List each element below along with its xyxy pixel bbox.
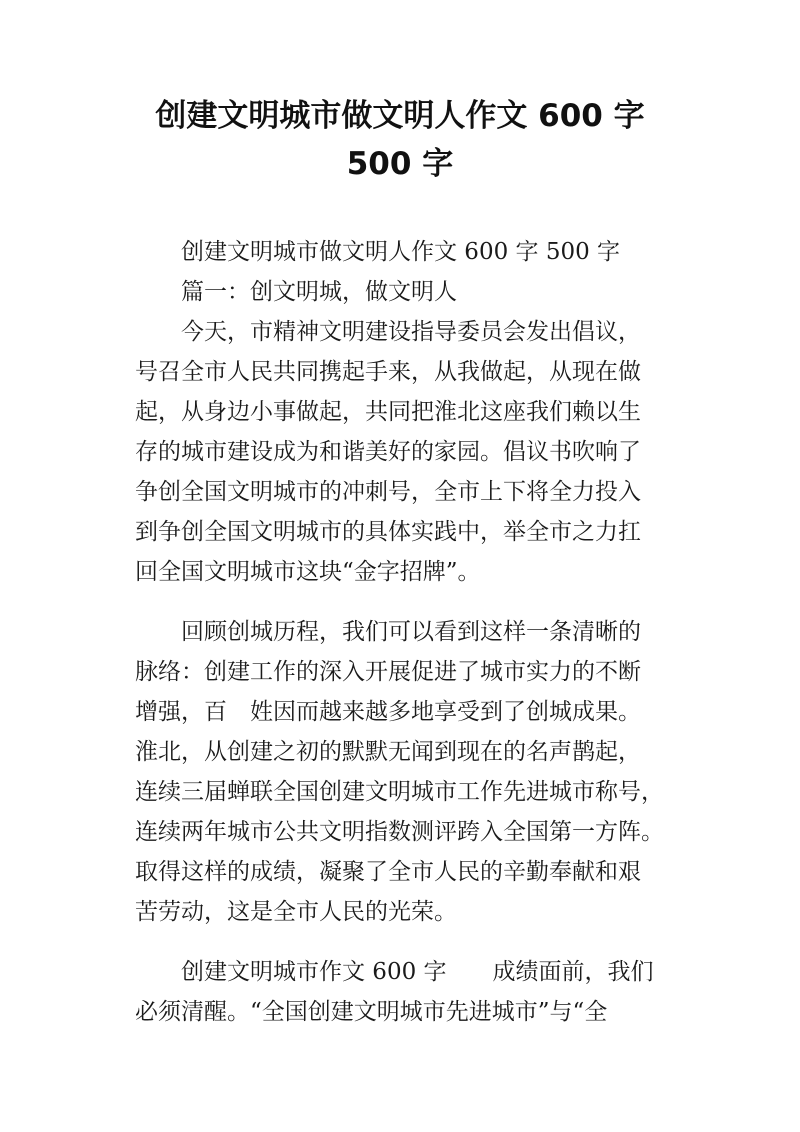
text-line: 起，从身边小事做起，共同把淮北这座我们赖以生 <box>135 399 641 425</box>
text-line: 今天，市精神文明建设指导委员会发出倡议， <box>181 319 641 345</box>
text-line: 脉络：创建工作的深入开展促进了城市实力的不断 <box>135 659 641 685</box>
text-line: 连续三届蝉联全国创建文明城市工作先进城市称号， <box>135 779 664 805</box>
text-line: 篇一：创文明城，做文明人 <box>181 279 457 305</box>
title-line-2: 500 字 <box>346 146 454 182</box>
text-line: 淮北，从创建之初的默默无闻到现在的名声鹊起， <box>135 739 641 765</box>
text-line: 增强，百 姓因而越来越多地享受到了创城成果。 <box>135 699 641 725</box>
text-line: 存的城市建设成为和谐美好的家园。倡议书吹响了 <box>135 439 641 465</box>
document-title <box>100 92 700 188</box>
text-line: 回顾创城历程，我们可以看到这样一条清晰的 <box>181 619 641 645</box>
text-line: 到争创全国文明城市的具体实践中，举全市之力扛 <box>135 519 641 545</box>
text-line: 必须清醒。“全国创建文明城市先进城市”与“全 <box>135 999 608 1025</box>
title-line-1: 创建文明城市做文明人作文 600 字 <box>155 98 645 134</box>
text-line: 争创全国文明城市的冲刺号，全市上下将全力投入 <box>135 479 641 505</box>
text-line: 连续两年城市公共文明指数测评跨入全国第一方阵。 <box>135 819 664 845</box>
text-line: 创建文明城市做文明人作文 600 字 500 字 <box>181 239 621 265</box>
text-line: 回全国文明城市这块“金字招牌”。 <box>135 559 481 585</box>
text-line: 取得这样的成绩，凝聚了全市人民的辛勤奉献和艰 <box>135 859 641 885</box>
text-line: 号召全市人民共同携起手来，从我做起，从现在做 <box>135 359 641 385</box>
text-line: 创建文明城市作文 600 字 成绩面前，我们 <box>181 959 654 985</box>
text-line: 苦劳动，这是全市人民的光荣。 <box>135 899 457 925</box>
